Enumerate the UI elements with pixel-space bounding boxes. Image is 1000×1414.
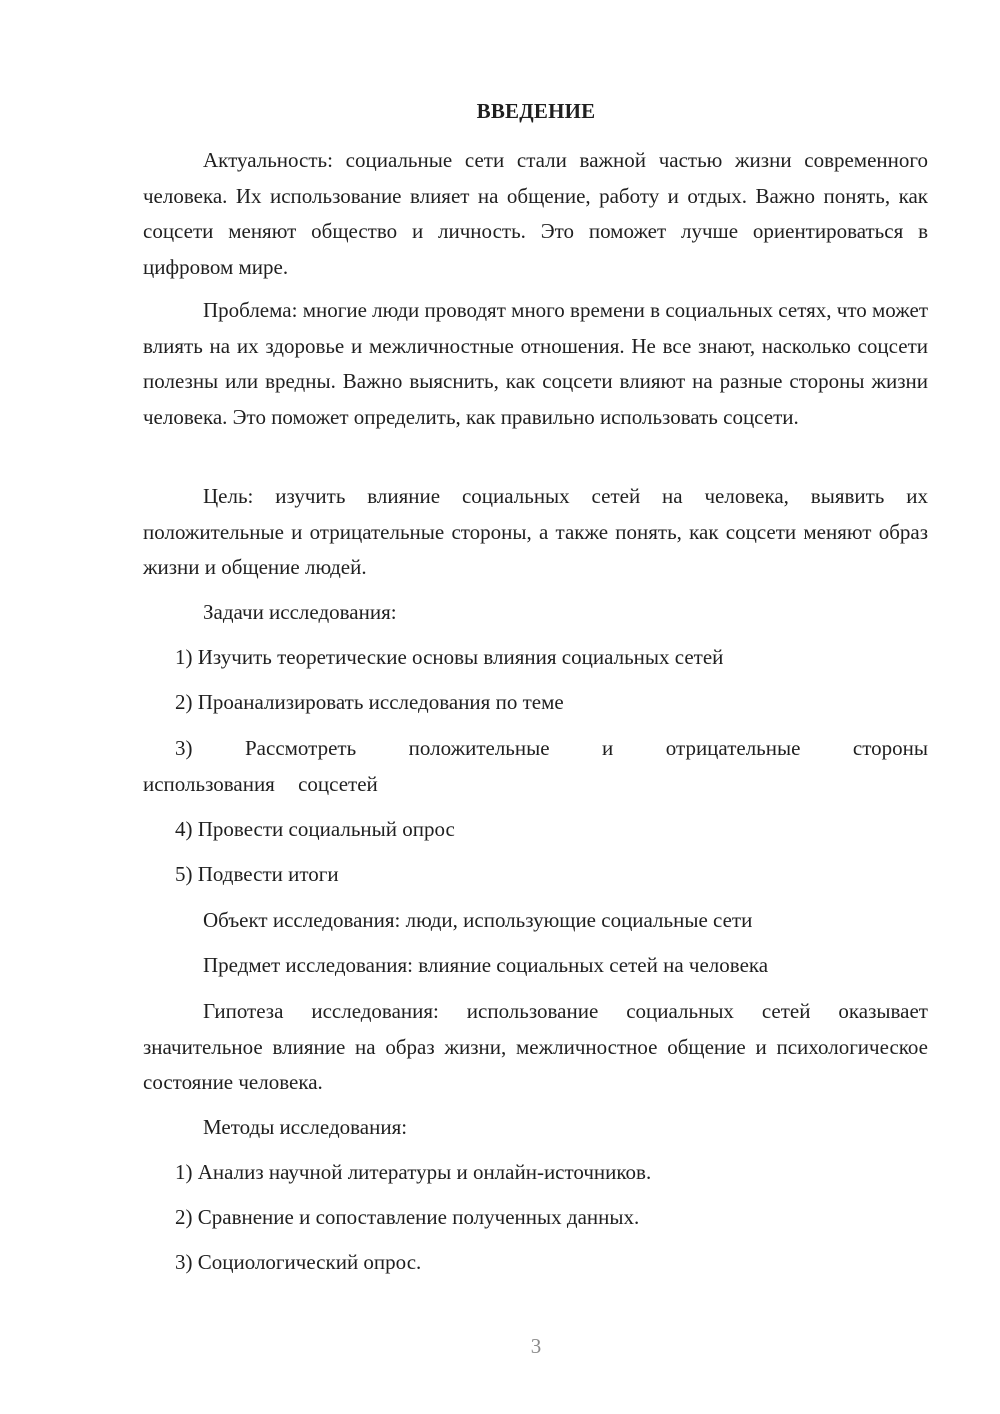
problem-paragraph: Проблема: многие люди проводят много времени в социальных сетях, что может влиять на их здоровье и межличностные отношения. Не все знают, насколько соцсети полезны или вредны. Важно выяснить, как соцсети влияют на разные стороны жизни человека. Это поможет определить, как правильно использовать соцсети. [143, 298, 928, 429]
relevance-paragraph: Актуальность: социальные сети стали важной частью жизни современного человека. Их использование влияет на общение, работу и отдых. Важно понять, как соцсети меняют общество и личность. Это поможет лучше ориентироваться в цифровом мире. [143, 148, 928, 279]
task-item-3: 3) Рассмотреть положительные и отрицательные стороны использования соцсетей [143, 736, 928, 796]
section-title: ВВЕДЕНИЕ [476, 99, 596, 123]
task-item-5: 5) Подвести итоги [175, 862, 339, 886]
methods-heading: Методы исследования: [203, 1115, 408, 1139]
method-item-3: 3) Социологический опрос. [175, 1250, 422, 1274]
hypothesis-paragraph: Гипотеза исследования: использование социальных сетей оказывает значительное влияние на образ жизни, межличностное общение и психологическое состояние человека. [143, 999, 928, 1094]
tasks-heading: Задачи исследования: [203, 600, 397, 624]
goal-paragraph: Цель: изучить влияние социальных сетей на человека, выявить их положительные и отрицательные стороны, а также понять, как соцсети меняют образ жизни и общение людей. [143, 484, 928, 579]
task-item-4: 4) Провести социальный опрос [175, 817, 455, 841]
method-item-1: 1) Анализ научной литературы и онлайн-источников. [175, 1160, 652, 1184]
research-subject: Предмет исследования: влияние социальных сетей на человека [203, 953, 769, 977]
task-item-1: 1) Изучить теоретические основы влияния социальных сетей [175, 645, 724, 669]
research-object: Объект исследования: люди, использующие социальные сети [203, 908, 753, 932]
method-item-2: 2) Сравнение и сопоставление полученных данных. [175, 1205, 640, 1229]
task-item-2: 2) Проанализировать исследования по теме [175, 690, 564, 714]
page-number: 3 [530, 1334, 542, 1358]
